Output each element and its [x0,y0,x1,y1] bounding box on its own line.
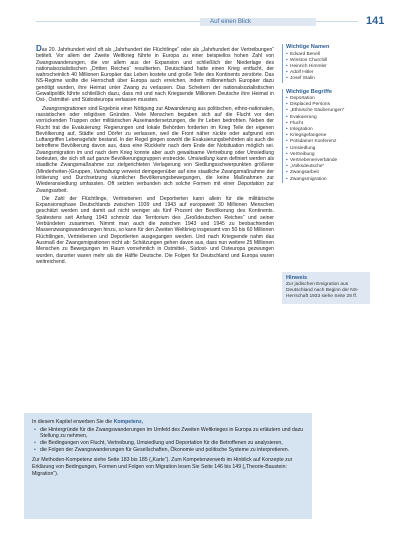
terms-title: Wichtige Begriffe [286,88,332,95]
term-umsiedlung: Umsiedlung [187,156,215,163]
competence-item: • die Bedingungen von Flucht, Vertreibung, Umsiedlung und Deportation für die Betroffenen zu analysieren, [32,440,304,447]
term-item: • Displaced Persons [286,102,370,108]
definition-text-d: zur Zwangsarbeit. [36,181,274,194]
main-text [36,46,274,267]
name-item: • Josef Stalin [286,76,370,82]
term-item: • Vertreibung [286,152,370,158]
term-item: • Zwangsarbeit [286,170,370,176]
term-item: • Flucht [286,121,370,127]
term-item: • Vertriebenenverbände [286,158,370,164]
name-item: • Edvard Beneš [286,52,370,58]
name-item: • Heinrich Himmler [286,64,370,70]
competence-keyword: Kompetenz, [113,419,144,425]
terms-list [286,96,370,183]
term-item: • Kriegsgefangene [286,133,370,139]
definition-paragraph [36,106,274,194]
section-label: Auf einen Blick [210,18,251,25]
name-item: • Winston Churchill [286,58,370,64]
definition-text-c: verweist demgegenüber auf eine staatliche Zwangsmaßnahme der Initiierung und Durchsetzung räumlicher Bevölkerungsbewegungen, die keine Maßnahmen zur Wiederansiedlung umfassten. Oft setzten verbunden sich solche Formen mit einer [36,168,274,188]
term-item: • „Volksdeutsche“ [286,164,370,170]
drop-cap: D [36,44,42,53]
competence-item: • die Hintergründe für die Zwangswanderungen im Umfeld des Zweiten Weltkrieges in Europa zu erläutern und dazu Stellung zu nehmen, [32,427,304,440]
term-item: • „Ethnische Säuberungen“ [286,108,370,114]
competence-intro [32,419,304,426]
hint-box [282,272,370,304]
term-item: • Deportation [286,96,370,102]
name-item: • Adolf Hitler [286,70,370,76]
competence-item: • die Folgen der Zwangswanderungen für Gesellschaften, Ökonomie und politische Systeme zu interpretieren. [32,447,304,454]
intro-text: as 20. Jahrhundert wird oft als „Jahrhundert der Flüchtlinge“ oder als „Jahrhundert der Vertreibungen“ betitelt. Vor allem der Zweite Weltkrieg führte in Europa zu einer beispiellos hohen Zahl von Zwangswanderungen, die vor allem aus der Expansion und schließlich der Niederlage des nationalsozialistischen „Dritten Reiches“ resultierten. Deutschland hatte einen Krieg entfacht, der wahrscheinlich 40 Millionen Europäer das Leben kostete und große Teile des Kontinents zerstörte. Das NS-Regime wollte die Herrschaft über Europa auch erreichen, indem millionenfach Europäer dazu genötigt wurden, ihre Heimat unter Zwang zu verlassen. Das Scheitern der nationalsozialistischen Gewaltpolitik führte schließlich dazu, dass mit und nach Kriegsende Millionen Deutsche ihre Heimat in Ost-, Ostmittel- und Südosteuropa verlassen mussten. [36,47,274,104]
numbers-paragraph: Die Zahl der Flüchtlinge, Vertriebenen und Deportierten kann allein für die militärische Expansionsphase Deutschlands zwischen 1939 und 1943 auf europaweit 30 Millionen Menschen geschätzt werden und damit auf nicht weniger als fünf Prozent der Bevölkerung des Kontinents. Spätestens seit Anfang 1943 schmolz das Territorium des „Großdeutschen Reiches“ und seiner Verbündeten zusammen. Nimmt man auch die zwischen 1943 und 1945 zu beobachtenden Massenzwangswanderungen hinzu, so kann für den Zweiten Weltkrieg insgesamt von 50 bis 60 Millionen Flüchtlingen, Vertriebenen und Deportierten ausgegangen werden. Und nach Kriegsende nahm das Ausmaß der Zwangsmigrationen nicht ab: Schätzungen gehen davon aus, dass nun weitere 25 Millionen Menschen zu Bewegungen im Raum vornehmlich in Ostmittel-, Südost- und Osteuropa gezwungen wurden, darunter waren mehr als die Hälfte Deutsche. Die Folgen für Deutschland und Europa waren weitreichend. [36,195,274,265]
term-zwangsmigrationen: Zwangsmigrationen [42,105,87,112]
terms-box [282,89,370,183]
definition-text-b: kann definiert werden als staatliche Zwangsmaßnahme zur zielgerichteten Verlagerung von Siedlungsschwerpunkten größerer (Minderheiten-)Gruppen, [36,156,275,175]
methods-note: Zur Methoden-Kompetenz siehe Seite 183 bis 185 („Karte“). Zum Kompetenzerwerb im Hinblick auf Konzepte zur Erklärung von Bedingungen, Formen und Folgen von Migration lesen Sie Seite 146 bis 149 („Theorie-Baustein: Migration“). [32,457,293,477]
competence-intro-text: In diesem Kapitel erwerben Sie die [32,419,114,425]
names-list [286,52,370,83]
names-box [282,44,370,83]
term-item: • Umsiedlung [286,146,370,152]
sidebar [282,44,370,189]
hint-text: Zur jüdischen Emigration aus Deutschland nach Beginn der NS-Herrschaft 1933 siehe Seite 28 ff. [286,282,359,299]
term-item: • Evakuierung [286,115,370,121]
page-number: 141 [366,15,385,27]
definition-text: sind Ergebnis einer Nötigung zur Abwanderung aus politischen, ethno-nationalen, rassistischen oder religiösen Gründen. Viele Menschen begaben sich auf die Flucht vor den vorrückenden Truppen oder militärischen Auseinandersetzungen, die ihr Leben bedrohten. Neben der Flucht trat die Evakuierung: Regierungen und lokale Behörden forderten im Krieg Teile der eigenen Bevölkerung auf, Städte und Dörfer zu verlassen, weil die Front näher rückte oder aufgrund von Luftangriffen Lebensgefahr bestand. In der Regel gingen sowohl die Evakuierungsbehörden als auch die betroffene Bevölkerung davon aus, dass eine Rückkehr nach dem Ende der Notsituation möglich sei. Zwangsmigration im und nach dem Krieg konnte aber auch gewaltsame Vertreibung oder Umsiedlung bedeuten, die sich oft auf ganze Bevölkerungsgruppen erstreckte. [36,105,274,163]
competence-list [32,427,304,453]
competence-box [24,413,312,519]
intro-paragraph [36,46,274,104]
term-item: • Potsdamer Konferenz [286,139,370,145]
names-title: Wichtige Namen [286,44,330,50]
term-item: • Integration [286,127,370,133]
term-vertreibung: Vertreibung [93,168,120,175]
term-deportation: Deportation [237,181,264,188]
hint-title: Hinweis [286,275,308,281]
term-item: • Zwangsmigration [286,177,370,183]
